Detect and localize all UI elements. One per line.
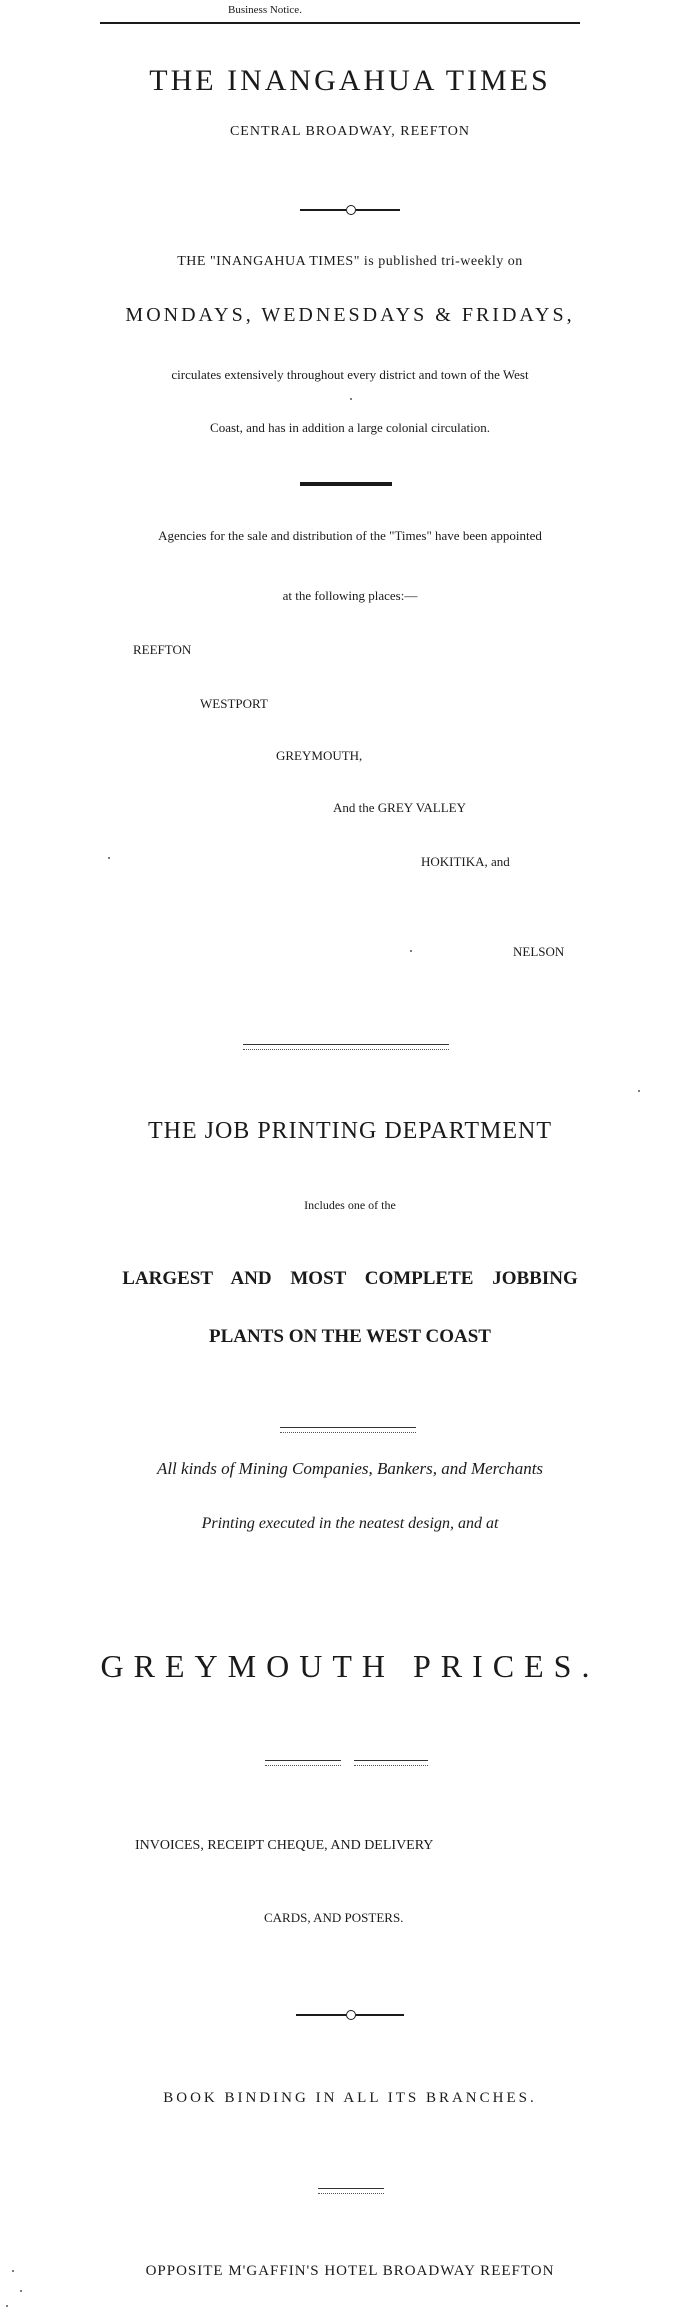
job-printing-heading: THE JOB PRINTING DEPARTMENT [147,1118,552,1144]
agencies-intro: Agencies for the sale and distribution of the "Times" have been appointed [158,528,542,543]
print-speck [350,398,352,400]
mining-companies-line: All kinds of Mining Companies, Bankers, and Merchants [156,1459,544,1478]
divider-thick [300,482,392,486]
place-grey-valley: And the GREY VALLEY [333,800,467,815]
plants-west-coast: PLANTS ON THE WEST COAST [209,1326,491,1347]
publication-line-4: Coast, and has in addition a large colonial circulation. [210,420,490,435]
print-speck [6,2305,8,2307]
wavy-divider-1 [243,1044,449,1050]
place-westport: WESTPORT [200,696,268,711]
print-speck [108,857,110,859]
products-line-1: INVOICES, RECEIPT CHEQUE, AND DELIVERY [135,1838,434,1853]
printing-executed-line: Printing executed in the neatest design, and at [201,1515,499,1532]
print-speck [410,950,412,952]
wavy-divider-3a [265,1760,341,1766]
footer-address: OPPOSITE M'GAFFIN'S HOTEL BROADWAY REEFTON [145,2263,555,2279]
place-hokitika: HOKITIKA, and [421,854,510,869]
publication-line-1: THE "INANGAHUA TIMES" is published tri-weekly on [177,254,523,269]
place-reefton: REEFTON [133,642,192,657]
agencies-intro-2: at the following places:— [282,588,418,603]
business-notice-label: Business Notice. [228,4,302,16]
job-printing-includes: Includes one of the [304,1198,396,1212]
print-speck [638,1090,640,1092]
print-speck [20,2290,22,2292]
publication-line-3: circulates extensively throughout every district and town of the West [171,367,529,382]
book-binding-line: BOOK BINDING IN ALL ITS BRANCHES. [163,2090,537,2106]
wavy-divider-2 [280,1427,416,1433]
place-nelson: NELSON [513,944,565,959]
products-line-2: CARDS, AND POSTERS. [264,1910,404,1925]
masthead-title: THE INANGAHUA TIMES [149,64,551,97]
largest-jobbing-plants: LARGEST AND MOST COMPLETE JOBBING [122,1268,578,1289]
wavy-divider-3b [354,1760,428,1766]
greymouth-prices: GREYMOUTH PRICES. [100,1648,600,1684]
publication-days: MONDAYS, WEDNESDAYS & FRIDAYS, [125,304,575,326]
place-greymouth: GREYMOUTH, [276,748,363,763]
wavy-divider-4 [318,2188,384,2194]
masthead-address: CENTRAL BROADWAY, REEFTON [229,124,471,139]
print-speck [12,2270,14,2272]
top-rule [100,22,580,24]
